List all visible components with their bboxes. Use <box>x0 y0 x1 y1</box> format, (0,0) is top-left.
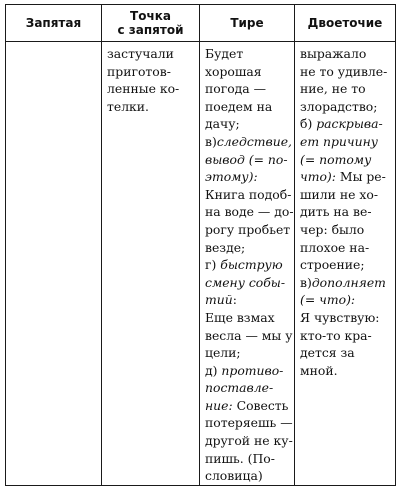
text-line: весла — мы у <box>205 327 293 343</box>
text-line: погода — <box>205 81 267 97</box>
text-line: мной. <box>300 362 338 378</box>
text-line: рогу пробьет <box>205 221 291 237</box>
text-line: потеряешь — <box>205 415 293 431</box>
text-line: везде; <box>205 239 246 255</box>
text-line: плохое на- <box>300 239 370 255</box>
text-line: дется за <box>300 345 355 361</box>
text-line: пишь. (По- <box>205 450 275 466</box>
text-line: застучали <box>107 46 174 61</box>
text-line: ние: Совесть <box>205 397 289 413</box>
punctuation-table <box>5 4 396 486</box>
text-line: цели; <box>205 345 241 361</box>
text-line: словица) <box>205 468 263 484</box>
text-line: кто-то кра- <box>300 327 372 343</box>
text-line: вывод (= по- <box>205 151 288 167</box>
text-line: приготов- <box>107 63 171 79</box>
header-colon: Двоеточие <box>295 5 396 42</box>
text-line: (= потому <box>300 151 372 167</box>
text-line: ленные ко- <box>107 81 180 97</box>
header-comma: Запятая <box>6 5 102 42</box>
text-line: Будет <box>205 46 244 61</box>
header-semicolon: Точка с запятой <box>102 5 200 42</box>
text-line: этому): <box>205 169 258 185</box>
cell-colon <box>295 42 396 486</box>
text-line: (= что): <box>300 292 356 308</box>
cell-semicolon <box>102 42 200 486</box>
text-line: ет причину <box>300 133 378 149</box>
text-line: Еще взмах <box>205 309 275 325</box>
text-line: выражало <box>300 46 367 61</box>
header-dash: Тире <box>200 5 295 42</box>
text-line: в)следствие, <box>205 133 292 149</box>
cell-comma <box>6 42 102 486</box>
text-line: д) противо- <box>205 362 284 378</box>
text-line: Книга подоб- <box>205 186 292 202</box>
text-line: телки. <box>107 98 149 114</box>
text-line: злорадство; <box>300 98 378 114</box>
text-line: дачу; <box>205 116 240 132</box>
cell-dash <box>200 42 295 486</box>
body-row <box>6 42 396 486</box>
text-line: б) раскрыва- <box>300 116 383 132</box>
text-line: на воде — до- <box>205 204 294 220</box>
text-line: хорошая <box>205 63 262 79</box>
text-line: поедем на <box>205 98 273 114</box>
text-line: смену собы- <box>205 274 286 290</box>
text-line: не то удивле- <box>300 63 388 79</box>
text-line: поставле- <box>205 380 274 396</box>
text-line: другой не ку- <box>205 433 293 449</box>
text-line: строение; <box>300 257 365 273</box>
text-line: Я чувствую: <box>300 309 380 325</box>
text-line: г) быструю <box>205 257 283 273</box>
text-line: ние, не то <box>300 81 366 97</box>
text-line: чер: было <box>300 221 365 237</box>
text-line: тий: <box>205 292 237 308</box>
text-line: дить на ве- <box>300 204 372 220</box>
text-line: шили не хо- <box>300 186 379 202</box>
text-line: что): Мы ре- <box>300 169 386 185</box>
text-line: в)дополняет <box>300 274 386 290</box>
header-row <box>6 5 396 42</box>
